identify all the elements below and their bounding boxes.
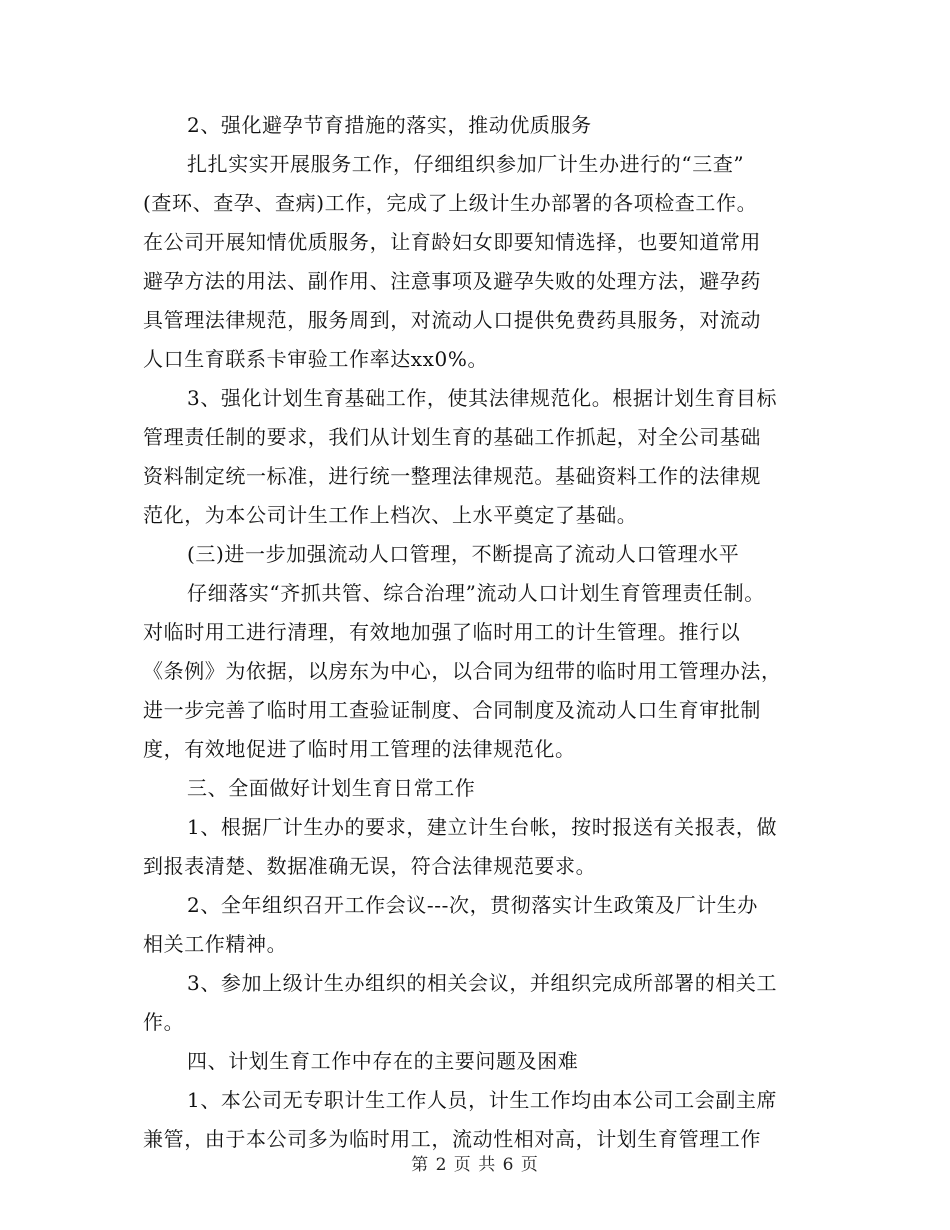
document-body	[143, 106, 808, 1159]
text-line: 度，有效地促进了临时用工管理的法律规范化。	[143, 737, 576, 761]
page-footer: 第 2 页 共 6 页	[411, 1155, 539, 1175]
text-line: 人口生育联系卡审验工作率达xx0%。	[143, 347, 489, 371]
text-line: 1、本公司无专职计生工作人员，计生工作均由本公司工会副主席	[187, 1088, 778, 1112]
text-line: 《条例》为依据，以房东为中心，以合同为纽带的临时用工管理办法，	[143, 659, 782, 683]
text-line: 对临时用工进行清理，有效地加强了临时用工的计生管理。推行以	[143, 620, 741, 644]
text-line: 资料制定统一标准，进行统一整理法律规范。基础资料工作的法律规	[143, 464, 761, 488]
text-line: 避孕方法的用法、副作用、注意事项及避孕失败的处理方法，避孕药	[143, 269, 761, 293]
text-line: 2、全年组织召开工作会议---次，贯彻落实计生政策及厂计生办	[187, 893, 758, 917]
text-line: 2、强化避孕节育措施的落实，推动优质服务	[187, 113, 592, 137]
text-line: 3、参加上级计生办组织的相关会议，并组织完成所部署的相关工	[187, 971, 778, 995]
text-line: 3、强化计划生育基础工作，使其法律规范化。根据计划生育目标	[187, 386, 778, 410]
text-line: 1、根据厂计生办的要求，建立计生台帐，按时报送有关报表，做	[187, 815, 778, 839]
text-line: 三、全面做好计划生育日常工作	[187, 776, 476, 800]
text-line: 扎扎实实开展服务工作，仔细组织参加厂计生办进行的“三查”	[187, 152, 745, 176]
text-line: 相关工作精神。	[143, 932, 288, 956]
text-line: 兼管，由于本公司多为临时用工，流动性相对高，计划生育管理工作	[143, 1127, 761, 1151]
text-line: 四、计划生育工作中存在的主要问题及困难	[187, 1049, 579, 1073]
text-line: 范化，为本公司计生工作上档次、上水平奠定了基础。	[143, 503, 638, 527]
text-line: (查环、查孕、查病)工作，完成了上级计生办部署的各项检查工作。	[143, 191, 758, 215]
text-line: 在公司开展知情优质服务，让育龄妇女即要知情选择，也要知道常用	[143, 230, 761, 254]
text-line: 进一步完善了临时用工查验证制度、合同制度及流动人口生育审批制	[143, 698, 761, 722]
text-line: 到报表清楚、数据准确无误，符合法律规范要求。	[143, 854, 597, 878]
text-line: 管理责任制的要求，我们从计划生育的基础工作抓起，对全公司基础	[143, 425, 761, 449]
text-line: (三)进一步加强流动人口管理，不断提高了流动人口管理水平	[187, 542, 740, 566]
text-line: 作。	[143, 1010, 185, 1034]
text-line: 仔细落实“齐抓共管、综合治理”流动人口计划生育管理责任制。	[187, 581, 765, 605]
text-line: 具管理法律规范，服务周到，对流动人口提供免费药具服务，对流动	[143, 308, 761, 332]
